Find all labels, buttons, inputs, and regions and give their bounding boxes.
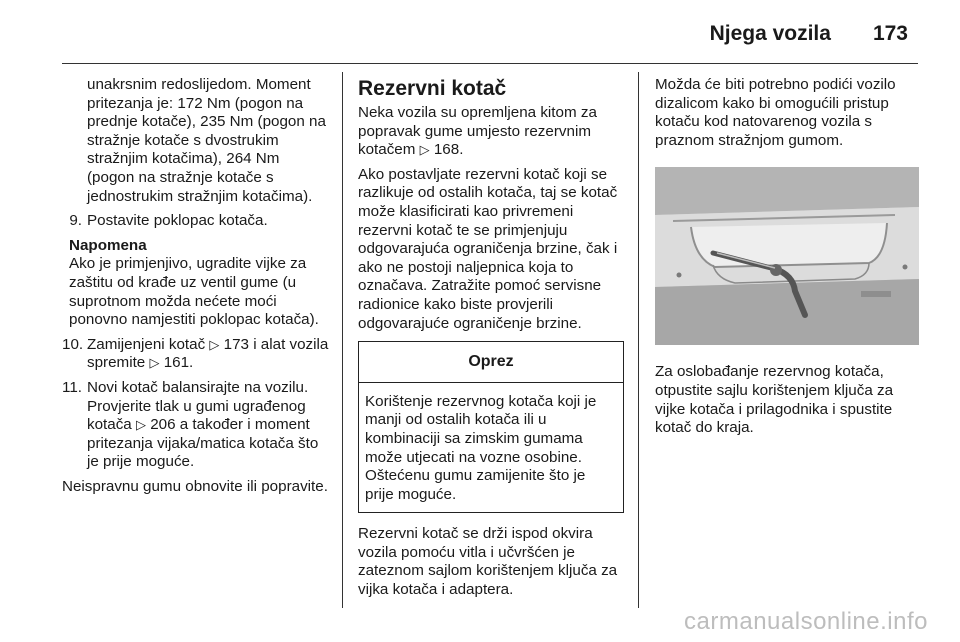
list-item — [62, 379, 330, 472]
watermark: carmanualsonline.info — [684, 608, 928, 635]
page-ref-arrow-icon: ▷ — [135, 417, 146, 433]
step-text — [87, 336, 330, 373]
page-ref-link[interactable]: 168 — [433, 141, 460, 159]
column-middle — [358, 76, 624, 606]
page-ref-arrow-icon: ▷ — [419, 142, 430, 158]
page-number: 173 — [872, 22, 908, 45]
page-ref-link[interactable]: 206 — [150, 416, 176, 434]
step-text-part: Zamijenjeni kotač — [87, 335, 210, 353]
column-right — [655, 76, 919, 444]
page-ref-arrow-icon: ▷ — [149, 355, 160, 371]
step-text: Postavite poklopac kotača. — [87, 212, 268, 230]
torque-paragraph: unakrsnim redoslijedom. Moment pritezanja je: 172 Nm (pogon na prednje kotače), 235 Nm (pogon na stražnje kotače s dvostrukim stražnjim kotačima), 264 Nm (pogon na stražnje kotače s jednostrukim stražnjim kotačima). — [87, 76, 326, 205]
column-divider-left — [342, 72, 343, 608]
speed-limit-paragraph: Ako postavljate rezervni kotač koji se razlikuje od ostalih kotača, taj se kotač može klasificirati kao privremeni rezervni kotač te se primjenjuju odgovarajuća ograničenja brzine, čak i ako ne postoji naljepnica koja to označava. Zatražite pomoć servisne radionice kako biste provjerili odgovarajuće ograničenje brzine. — [358, 165, 618, 332]
spare-wheel-figure — [655, 167, 919, 345]
step-text — [87, 379, 330, 472]
release-paragraph: Za oslobađanje rezervnog kotača, otpustite sajlu korištenjem ključa za vijke kotača i prilagodnika i spustite kotač do kraja. — [655, 363, 894, 437]
column-left — [62, 76, 330, 502]
paragraph-text: Neka vozila su opremljena kitom za popravak gume umjesto rezervnim kotačem — [358, 104, 597, 159]
wheel-wrench-illustration — [655, 167, 919, 345]
step-text-part: i alat vozila spremite — [87, 335, 329, 372]
page-ref-link[interactable]: 161 — [163, 354, 190, 372]
intro-paragraph — [358, 104, 624, 160]
note-title: Napomena — [69, 236, 147, 254]
caution-box — [358, 341, 624, 513]
caution-title: Oprez — [359, 342, 623, 383]
step-number: 11. — [62, 378, 82, 396]
note-text: Ako je primjenjivo, ugradite vijke za zaštitu od krađe uz ventil gume (u suprotnom možda nećete moći ponovno namjestiti poklopac kotača). — [69, 255, 319, 329]
paragraph-text: . — [459, 141, 464, 159]
list-item — [62, 336, 330, 373]
page-ref-arrow-icon: ▷ — [209, 336, 220, 352]
winch-paragraph: Rezervni kotač se drži ispod okvira vozila pomoću vitla i učvršćen je zateznom sajlom korištenjem ključa za vijka kotača i adaptera. — [358, 525, 618, 599]
closing-paragraph: Neispravnu gumu obnovite ili popravite. — [62, 477, 328, 495]
note-block — [62, 237, 330, 330]
caution-text: Korištenje rezervnog kotača koji je manji od ostalih kotača ili u kombinaciji sa zimskim gumama može utjecati na vozne osobine. Oštećenu gumu zamijenite što je prije moguće. — [365, 392, 597, 503]
step-text-part: a također i moment pritezanja vijaka/matica kotača što je prije moguće. — [87, 416, 319, 471]
page-header — [710, 14, 908, 54]
step-number: 10. — [62, 335, 84, 353]
step-text-part: Novi kotač balansirajte na vozilu. Provjerite tlak u gumi ugrađenog kotača — [87, 378, 309, 434]
section-heading: Rezervni kotač — [358, 77, 507, 100]
step-number: 9. — [69, 212, 82, 230]
page-ref-link[interactable]: 173 — [223, 335, 249, 353]
section-title: Njega vozila — [709, 22, 831, 45]
header-divider — [62, 63, 918, 64]
jack-paragraph: Možda će biti potrebno podići vozilo dizalicom kako bi omogućili pristup kotaču kod natovarenog vozila s praznom stražnjom gumom. — [655, 76, 896, 149]
column-divider-right — [638, 72, 639, 608]
step-text-part: . — [189, 354, 194, 372]
list-item — [62, 212, 330, 231]
